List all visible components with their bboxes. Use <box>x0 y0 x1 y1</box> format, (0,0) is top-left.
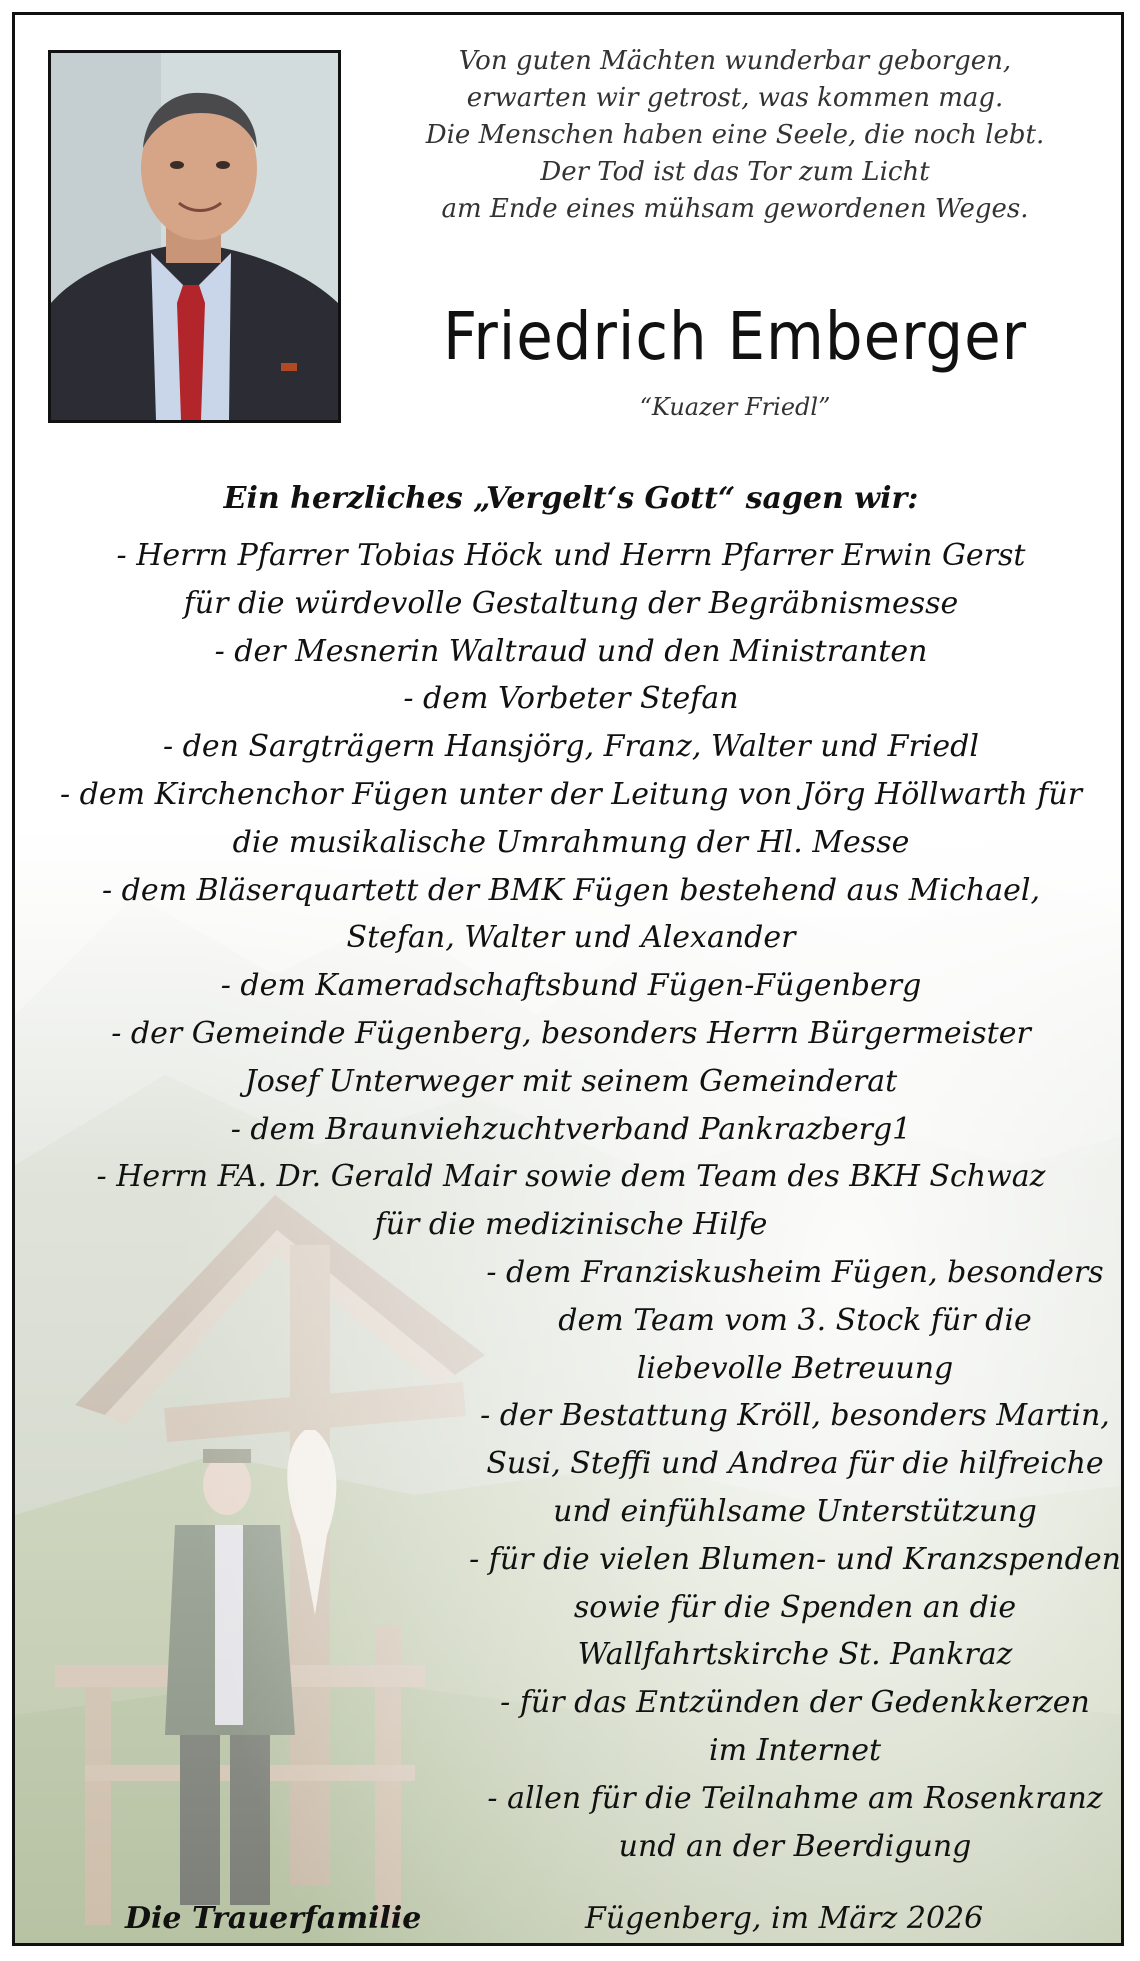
thanks-line: Stefan, Walter und Alexander <box>346 920 796 956</box>
thanks-line: Wallfahrtskirche St. Pankraz <box>577 1637 1013 1673</box>
thanks-line: - dem Bläserquartett der BMK Fügen bestehend aus Michael, <box>102 872 1040 908</box>
poem-line: Die Menschen haben eine Seele, die noch lebt. <box>425 120 1045 150</box>
deceased-nickname: “Kuazer Friedl” <box>639 393 831 421</box>
poem <box>375 43 1095 228</box>
thanks-line: Susi, Steffi und Andrea für die hilfreiche <box>486 1446 1104 1482</box>
portrait-photo <box>48 50 341 423</box>
thanks-line: dem Team vom 3. Stock für die <box>558 1302 1032 1338</box>
poem-line: am Ende eines mühsam gewordenen Weges. <box>441 194 1029 224</box>
thanks-line: - den Sargträgern Hansjörg, Franz, Walter und Friedl <box>163 729 979 765</box>
thanks-line: - der Mesnerin Waltraud und den Ministranten <box>214 633 928 669</box>
thanks-line: - dem Kameradschaftsbund Fügen-Fügenberg <box>220 968 922 1004</box>
poem-line: Von guten Mächten wunderbar geborgen, <box>458 46 1012 76</box>
signature: Die Trauerfamilie <box>125 1901 422 1936</box>
thanks-line: und einfühlsame Unterstützung <box>553 1493 1037 1529</box>
thanks-line: liebevolle Betreuung <box>636 1350 954 1386</box>
thanks-heading: Ein herzliches „Vergelt‘s Gott“ sagen wir: <box>223 481 919 516</box>
thanks-line: - der Gemeinde Fügenberg, besonders Herrn Bürgermeister <box>111 1015 1031 1051</box>
thanks-line: - dem Kirchenchor Fügen unter der Leitung von Jörg Höllwarth für <box>59 776 1083 812</box>
thanks-line: - allen für die Teilnahme am Rosenkranz <box>487 1780 1103 1816</box>
thanks-line: sowie für die Spenden an die <box>573 1589 1017 1625</box>
thanks-line: - für die vielen Blumen- und Kranzspenden <box>469 1541 1121 1577</box>
thanks-line: für die medizinische Hilfe <box>374 1207 768 1243</box>
place-date: Fügenberg, im März 2026 <box>585 1901 984 1936</box>
poem-line: Der Tod ist das Tor zum Licht <box>540 157 930 187</box>
thanks-line: - dem Franziskusheim Fügen, besonders <box>486 1255 1104 1290</box>
thanks-line: - der Bestattung Kröll, besonders Martin, <box>480 1398 1110 1434</box>
thanks-line: - Herrn FA. Dr. Gerald Mair sowie dem Team des BKH Schwaz <box>96 1159 1046 1195</box>
thanks-line: im Internet <box>708 1732 882 1768</box>
thanks-line: Josef Unterweger mit seinem Gemeinderat <box>244 1063 898 1099</box>
thanks-line: für die würdevolle Gestaltung der Begräbnismesse <box>183 585 959 621</box>
poem-line: erwarten wir getrost, was kommen mag. <box>466 83 1004 113</box>
thanks-line: - dem Braunviehzuchtverband Pankrazberg1 <box>230 1111 912 1147</box>
thanks-line: - für das Entzünden der Gedenkkerzen <box>500 1685 1090 1721</box>
thanks-line: und an der Beerdigung <box>618 1828 972 1864</box>
thanks-line: - dem Vorbeter Stefan <box>403 681 739 717</box>
thanks-list-right <box>455 1249 1124 1870</box>
obituary-card <box>12 12 1124 1946</box>
thanks-line: die musikalische Umrahmung der Hl. Messe <box>232 824 910 860</box>
thanks-list-center <box>15 532 1124 1249</box>
deceased-name: Friedrich Emberger <box>442 298 1028 375</box>
thanks-line: - Herrn Pfarrer Tobias Höck und Herrn Pfarrer Erwin Gerst <box>116 538 1026 573</box>
